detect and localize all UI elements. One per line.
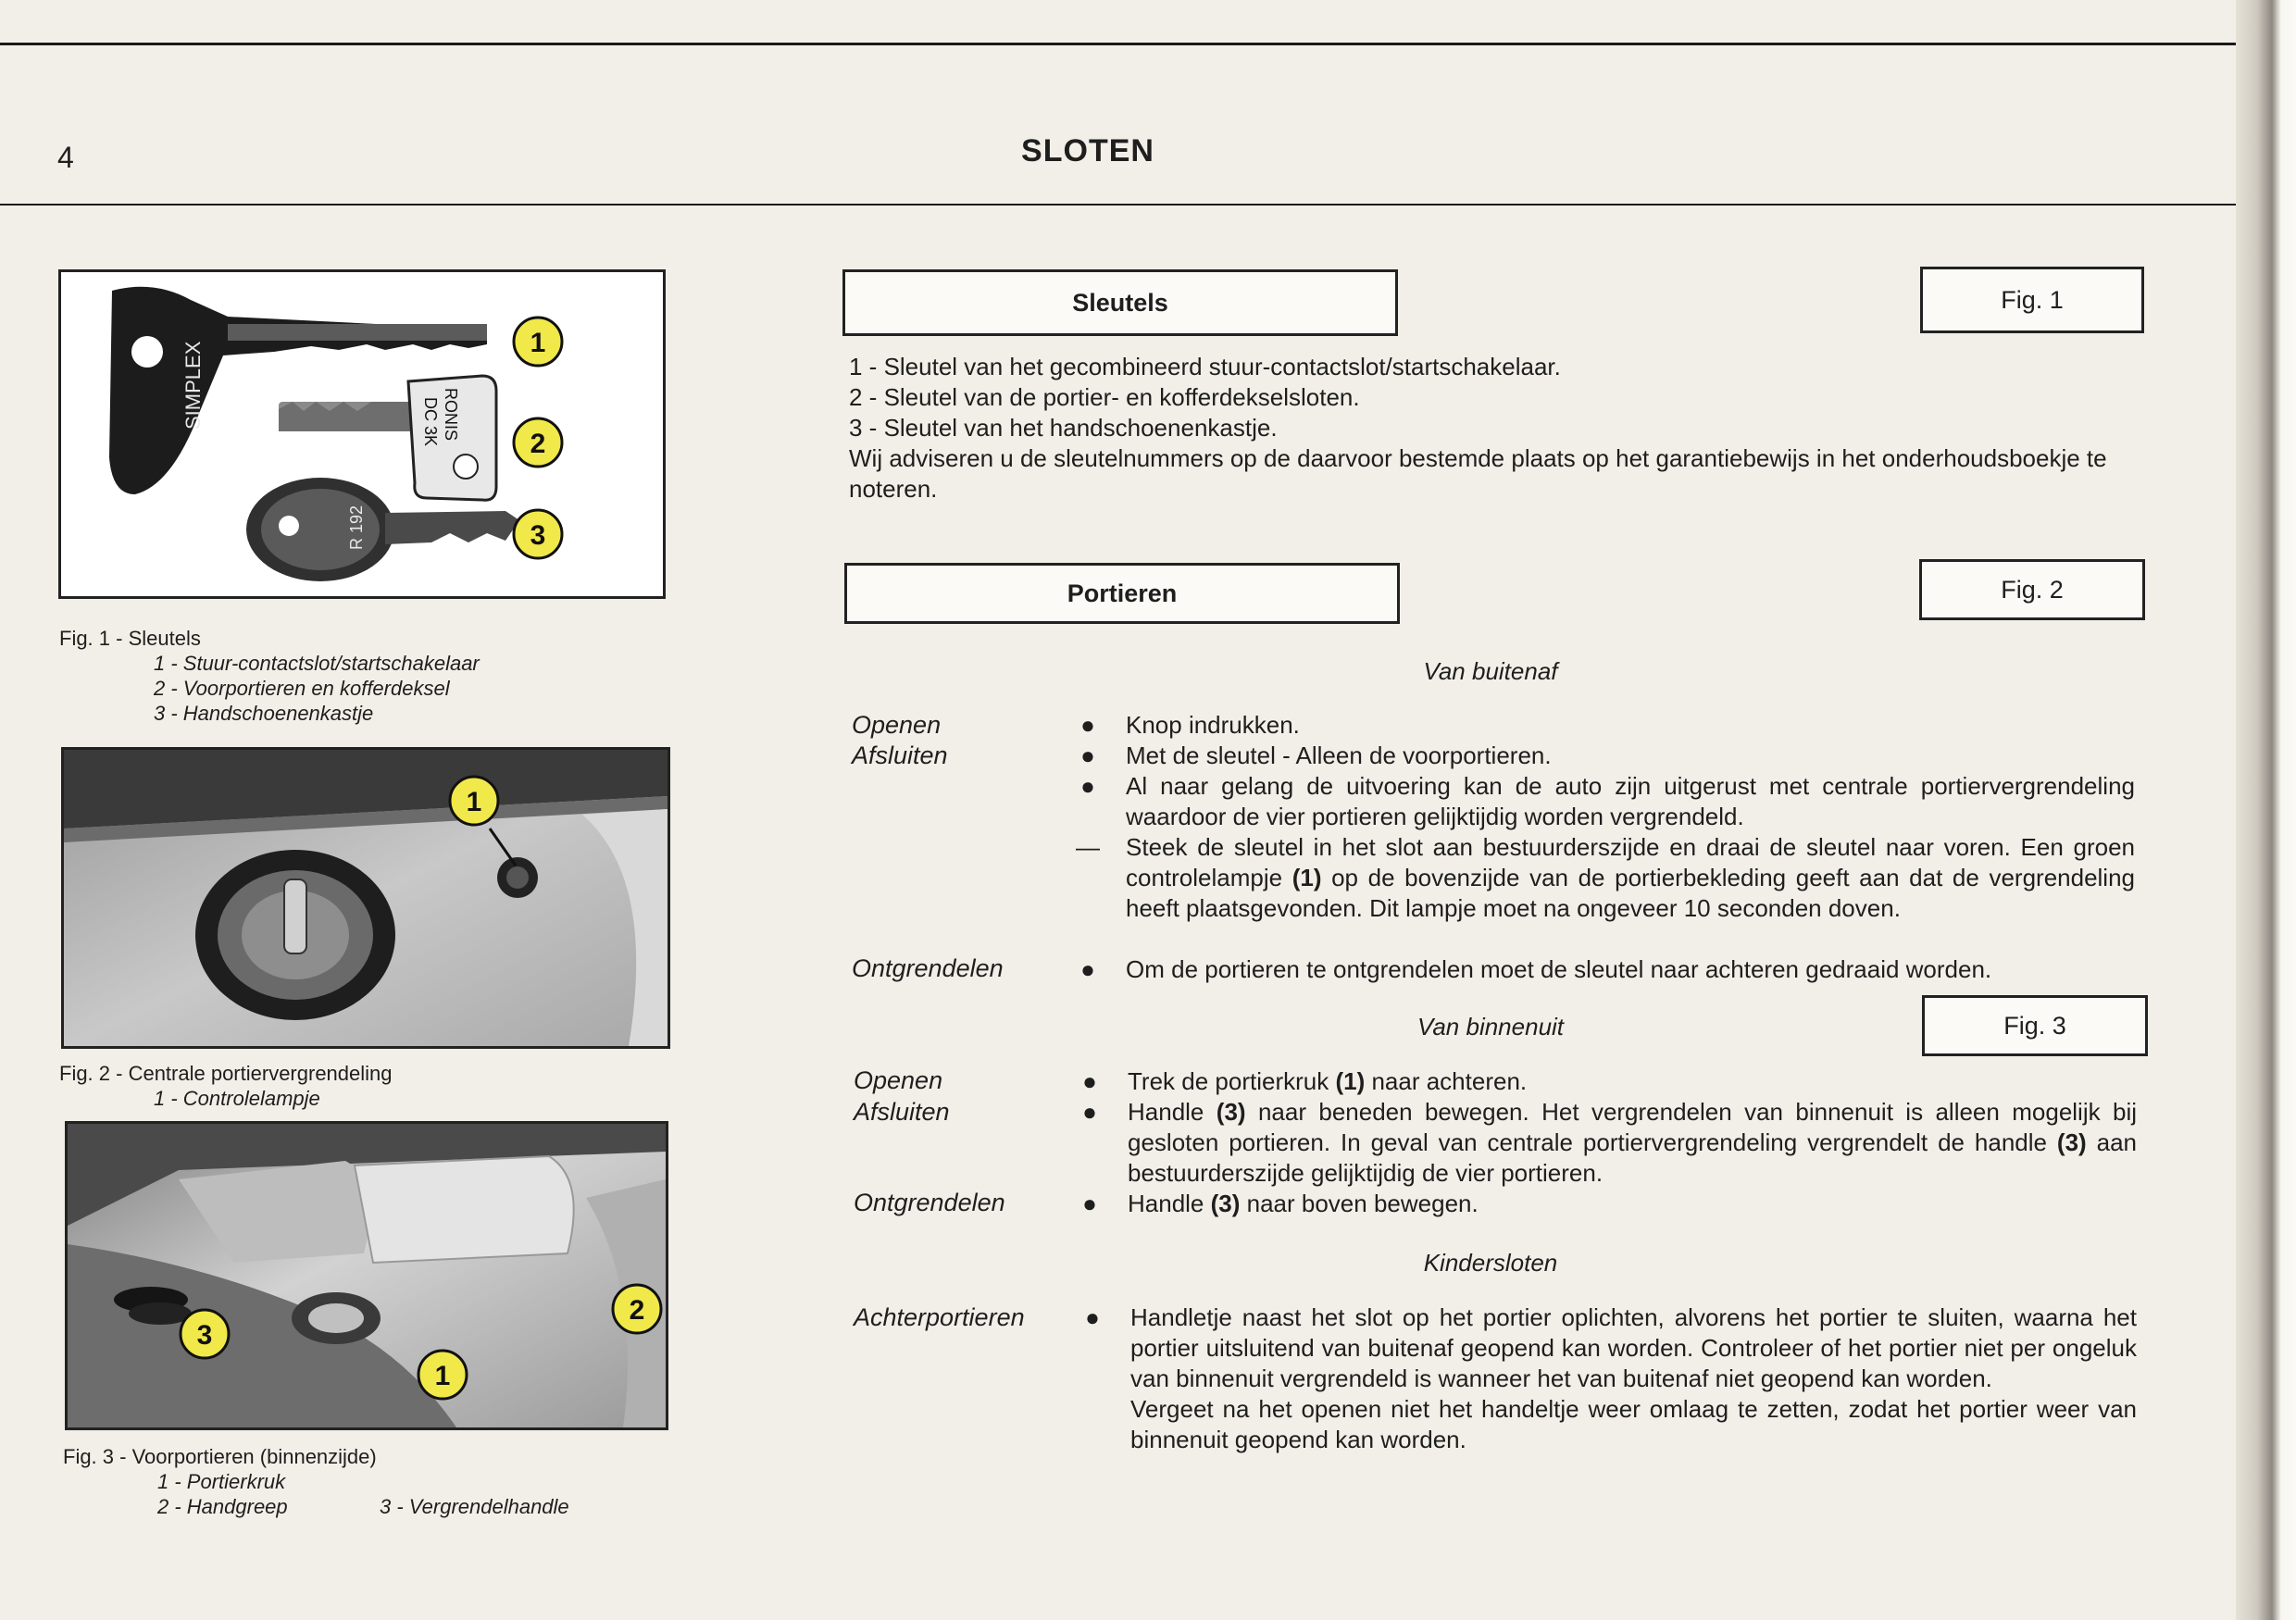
section-heading-sleutels: Sleutels	[842, 269, 1398, 336]
key-2-brand: RONIS	[442, 388, 460, 442]
dash-marker: —	[1076, 833, 1100, 861]
fig2-caption-title: Fig. 2 - Centrale portiervergrendeling	[59, 1062, 393, 1085]
svg-text:1: 1	[466, 787, 482, 817]
fig3-caption-item: 1 - Portierkruk	[157, 1470, 286, 1493]
label-afsluiten: Afsluiten	[852, 741, 948, 769]
buitenaf-item	[1074, 954, 2135, 985]
buitenaf-item	[1074, 771, 2135, 832]
bullet-marker: ●	[1080, 741, 1095, 769]
label-openen: Openen	[854, 1066, 943, 1094]
fig3-callout-2	[613, 1285, 661, 1333]
fig2-callout-1	[450, 777, 498, 825]
header-rule	[0, 204, 2250, 206]
fig1-callout-1	[514, 318, 562, 366]
sleutels-line: 2 - Sleutel van de portier- en kofferdekselsloten.	[849, 383, 1360, 411]
buitenaf-item	[1074, 710, 2135, 741]
sleutels-line: 1 - Sleutel van het gecombineerd stuur-contactslot/startschakelaar.	[849, 353, 1561, 380]
page-title: SLOTEN	[1021, 133, 1154, 168]
fig1-caption-title: Fig. 1 - Sleutels	[59, 627, 201, 650]
label-openen: Openen	[852, 711, 942, 739]
fig3-caption	[63, 1444, 655, 1519]
label-achterportieren: Achterportieren	[854, 1303, 1025, 1331]
svg-text:2: 2	[629, 1295, 645, 1326]
bullet-text: Handle (3) naar boven bewegen.	[1128, 1190, 1479, 1217]
fig2-door-lock-image	[61, 747, 670, 1049]
fig1-caption-item: 2 - Voorportieren en kofferdeksel	[154, 677, 450, 700]
svg-text:1: 1	[530, 328, 546, 358]
fig3-caption-title: Fig. 3 - Voorportieren (binnenzijde)	[63, 1445, 377, 1468]
bullet-marker: ●	[1082, 1067, 1097, 1095]
bullet-text: Al naar gelang de uitvoering kan de auto zijn uitgerust met centrale portiervergrendeling waardoor de vier portieren gelijktijdig worden vergrendeld.	[1126, 772, 2135, 830]
key-1-brand: SIMPLEX	[181, 341, 205, 430]
bullet-marker: ●	[1082, 1190, 1097, 1217]
page-number: 4	[57, 141, 74, 174]
key-3-code: R 192	[347, 505, 366, 550]
bullet-text: Om de portieren te ontgrendelen moet de sleutel naar achteren gedraaid worden.	[1126, 955, 1992, 983]
top-rule	[0, 43, 2250, 45]
label-afsluiten: Afsluiten	[854, 1098, 950, 1126]
bullet-marker: ●	[1080, 711, 1095, 739]
fig-ref-3: Fig. 3	[1922, 995, 2148, 1056]
bullet-marker: ●	[1080, 955, 1095, 983]
svg-text:1: 1	[434, 1361, 451, 1391]
bullet-marker: ●	[1080, 772, 1095, 800]
subheading-van-buitenaf: Van buitenaf	[1423, 657, 1558, 685]
sleutels-list	[849, 352, 2136, 505]
fig3-caption-item: 3 - Vergrendelhandle	[380, 1495, 569, 1518]
sleutels-advice: Wij adviseren u de sleutelnummers op de daarvoor bestemde plaats op het garantiebewijs in het onderhoudsboekje te noteren.	[849, 444, 2107, 503]
svg-text:2: 2	[530, 429, 546, 459]
bullet-text: Handletje naast het slot op het portier oplichten, alvorens het portier te sluiten, waarna het portier uitsluitend van buitenaf geopend kan worden. Controleer of het portier niet per ongeluk van binnenuit vergrendeld is wanneer het van buitenaf niet geopend kan worden. Vergeet na het openen niet het handeltje weer omlaag te zetten, zodat het portier weer van binnenuit geopend kan worden.	[1130, 1303, 2137, 1453]
fig3-door-interior-image	[65, 1121, 668, 1430]
bullet-text: Handle (3) naar beneden bewegen. Het vergrendelen van binnenuit is alleen mogelijk bij gesloten portieren. In geval van centrale portiervergrendeling vergrendelt de handle (3) aan bestuurderszijde gelijktijdig de vier portieren.	[1128, 1098, 2138, 1187]
binnenuit-item	[1076, 1097, 2137, 1189]
fig3-caption-item: 2 - Handgreep	[157, 1495, 288, 1518]
fig3-callout-3	[181, 1310, 229, 1358]
fig2-caption-item: 1 - Controlelampje	[154, 1087, 320, 1110]
subheading-kindersloten: Kindersloten	[1423, 1249, 1558, 1277]
binnenuit-item	[1076, 1189, 2137, 1219]
kindersloten-item	[1079, 1302, 2137, 1488]
binnenuit-item	[1076, 1066, 2137, 1097]
fig1-caption-item: 3 - Handschoenenkastje	[154, 702, 374, 725]
bullet-text: Steek de sleutel in het slot aan bestuurderszijde en draai de sleutel naar voren. Een groen controlelampje (1) op de bovenzijde van de portierbekleding geeft aan dat de vergrendeling heeft plaatsgevonden. Dit lampje moet na ongeveer 10 seconden doven.	[1126, 833, 2136, 922]
fig3-callout-1	[418, 1351, 467, 1399]
fig-ref-2: Fig. 2	[1919, 559, 2145, 620]
svg-text:3: 3	[196, 1320, 213, 1351]
fig1-keys-image	[58, 269, 666, 599]
bullet-text: Knop indrukken.	[1126, 711, 1300, 739]
subheading-van-binnenuit: Van binnenuit	[1416, 1013, 1565, 1041]
bullet-marker: ●	[1085, 1303, 1100, 1331]
sleutels-line: 3 - Sleutel van het handschoenenkastje.	[849, 414, 1278, 442]
fig1-callout-2	[514, 418, 562, 467]
key-2-code: DC 3K	[421, 397, 440, 447]
page-binding-edge	[2236, 0, 2296, 1620]
fig1-callout-3	[514, 510, 562, 558]
fig1-caption-item: 1 - Stuur-contactslot/startschakelaar	[154, 652, 480, 675]
buitenaf-item	[1074, 832, 2135, 954]
bullet-marker: ●	[1082, 1098, 1097, 1126]
fig-ref-1: Fig. 1	[1920, 267, 2144, 333]
fig3-caption-row	[63, 1494, 655, 1519]
bullet-text: Met de sleutel - Alleen de voorportieren.	[1126, 741, 1552, 769]
buitenaf-item	[1074, 741, 2135, 771]
section-heading-portieren: Portieren	[844, 563, 1400, 624]
bullet-text: Trek de portierkruk (1) naar achteren.	[1128, 1067, 1528, 1095]
label-ontgrendelen: Ontgrendelen	[854, 1189, 1005, 1216]
label-ontgrendelen: Ontgrendelen	[852, 954, 1004, 982]
fig1-caption	[59, 626, 652, 726]
fig2-caption	[59, 1061, 652, 1111]
svg-text:3: 3	[530, 520, 546, 551]
